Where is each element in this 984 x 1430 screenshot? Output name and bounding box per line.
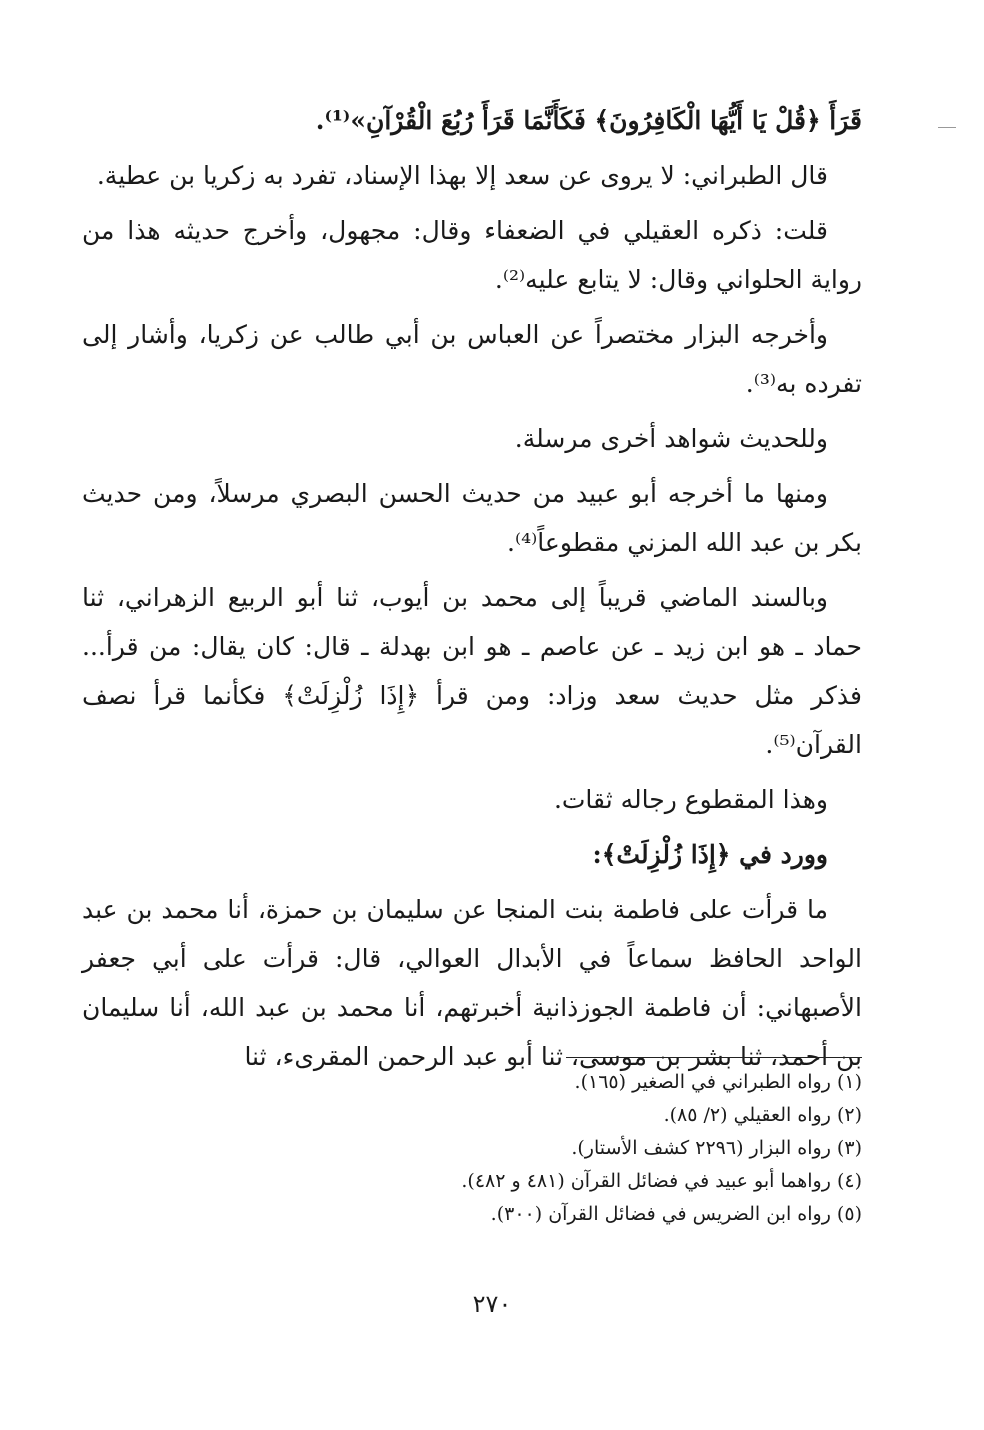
paragraph-tabarani: قال الطبراني: لا يروى عن سعد إلا بهذا الإسناد، تفرد به زكريا بن عطية. [96, 161, 828, 190]
paragraph-zulzilat-heading: وورد في ﴿إِذَا زُلْزِلَتْ﴾: [592, 840, 828, 869]
margin-mark [938, 127, 956, 128]
paragraph-abu-ubayd: ومنها ما أخرجه أبو عبيد من حديث الحسن البصري مرسلاً، ومن حديث بكر بن عبد الله المزني مقطوعاً⁽⁴⁾. [82, 479, 862, 557]
paragraph-sanad: وبالسند الماضي قريباً إلى محمد بن أيوب، ثنا أبو الربيع الزهراني، ثنا حماد ـ هو ابن زيد ـ عن عاصم ـ هو ابن بهدلة ـ قال: كان يقال: من قرأ... فذكر مثل حديث سعد وزاد: ومن قرأ ﴿إِذَا زُلْزِلَتْ﴾ فكأنما قرأ نصف القرآن⁽⁵⁾. [82, 583, 862, 759]
footnote-5: (٥) رواه ابن الضريس في فضائل القرآن (٣٠٠). [490, 1203, 862, 1225]
footnotes [300, 1068, 862, 1233]
footnote-3: (٣) رواه البزار (٢٢٩٦ كشف الأستار). [571, 1137, 862, 1159]
paragraph-isnad: ما قرأت على فاطمة بنت المنجا عن سليمان بن حمزة، أنا محمد بن عبد الواحد الحافظ سماعاً في الأبدال العوالي، قال: قرأت على أبي جعفر الأصبهاني: أن فاطمة الجوزذانية أخبرتهم، أنا محمد بن عبد الله، أنا سليمان بن أحمد، ثنا بشر بن موسى، ثنا أبو عبد الرحمن المقرىء، ثنا [82, 895, 862, 1071]
footnote-1: (١) رواه الطبراني في الصغير (١٦٥). [574, 1071, 862, 1093]
paragraph-maqtu: وهذا المقطوع رجاله ثقات. [553, 785, 828, 814]
paragraph-bazzar: وأخرجه البزار مختصراً عن العباس بن أبي طالب عن زكريا، وأشار إلى تفرده به⁽³⁾. [82, 320, 862, 398]
footnote-divider [566, 1057, 862, 1058]
footnote-4: (٤) رواهما أبو عبيد في فضائل القرآن (٤٨١ و ٤٨٢). [461, 1170, 862, 1192]
page-number: ٢٧٠ [472, 1290, 512, 1318]
main-text [82, 96, 862, 1087]
quran-verse-line: قَرَأَ ﴿قُلْ يَا أَيُّهَا الْكَافِرُونَ﴾ فَكَأَنَّمَا قَرَأَ رُبُعَ الْقُرْآنِ»⁽¹⁾. [315, 106, 862, 135]
paragraph-uqayli: قلت: ذكره العقيلي في الضعفاء وقال: مجهول، وأخرج حديثه هذا من رواية الحلواني وقال: لا يتابع عليه⁽²⁾. [82, 216, 862, 294]
footnote-2: (٢) رواه العقيلي (٢/ ٨٥). [663, 1104, 862, 1126]
paragraph-shawahid: وللحديث شواهد أخرى مرسلة. [514, 424, 828, 453]
